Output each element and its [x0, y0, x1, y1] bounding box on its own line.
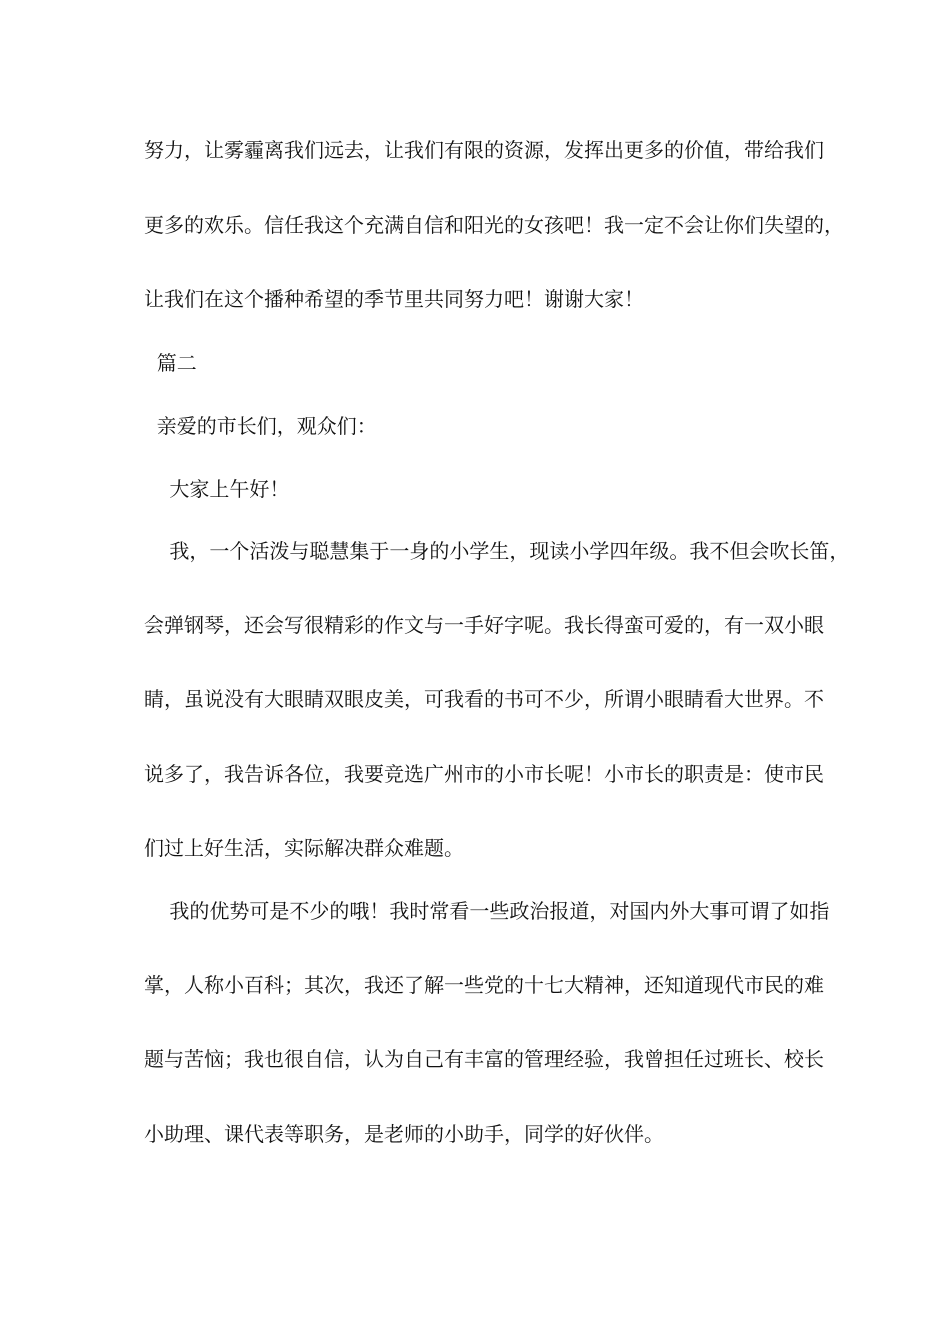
paragraph-line: 我的优势可是不少的哦！我时常看一些政治报道，对国内外大事可谓了如指: [144, 899, 830, 923]
paragraph-line: 们过上好生活，实际解决群众难题。: [144, 836, 464, 860]
section-heading: 篇二: [144, 351, 197, 375]
paragraph-line: 努力，让雾霾离我们远去，让我们有限的资源，发挥出更多的价值，带给我们: [144, 138, 824, 162]
greeting: 大家上午好！: [144, 477, 290, 501]
paragraph-line: 小助理、课代表等职务，是老师的小助手，同学的好伙伴。: [144, 1122, 664, 1146]
paragraph-line: 更多的欢乐。信任我这个充满自信和阳光的女孩吧！我一定不会让你们失望的，: [144, 213, 844, 237]
paragraph-line: 让我们在这个播种希望的季节里共同努力吧！谢谢大家！: [144, 287, 644, 311]
paragraph-line: 题与苦恼；我也很自信，认为自己有丰富的管理经验，我曾担任过班长、校长: [144, 1047, 824, 1071]
paragraph-line: 会弹钢琴，还会写很精彩的作文与一手好字呢。我长得蛮可爱的，有一双小眼: [144, 613, 824, 637]
salutation: 亲爱的市长们，观众们：: [144, 414, 377, 438]
paragraph-line: 睛，虽说没有大眼睛双眼皮美，可我看的书可不少，所谓小眼睛看大世界。不: [144, 687, 824, 711]
paragraph-line: 我，一个活泼与聪慧集于一身的小学生，现读小学四年级。我不但会吹长笛，: [144, 539, 850, 563]
paragraph-line: 说多了，我告诉各位，我要竞选广州市的小市长呢！小市长的职责是：使市民: [144, 762, 824, 786]
paragraph-line: 掌，人称小百科；其次，我还了解一些党的十七大精神，还知道现代市民的难: [144, 973, 824, 997]
